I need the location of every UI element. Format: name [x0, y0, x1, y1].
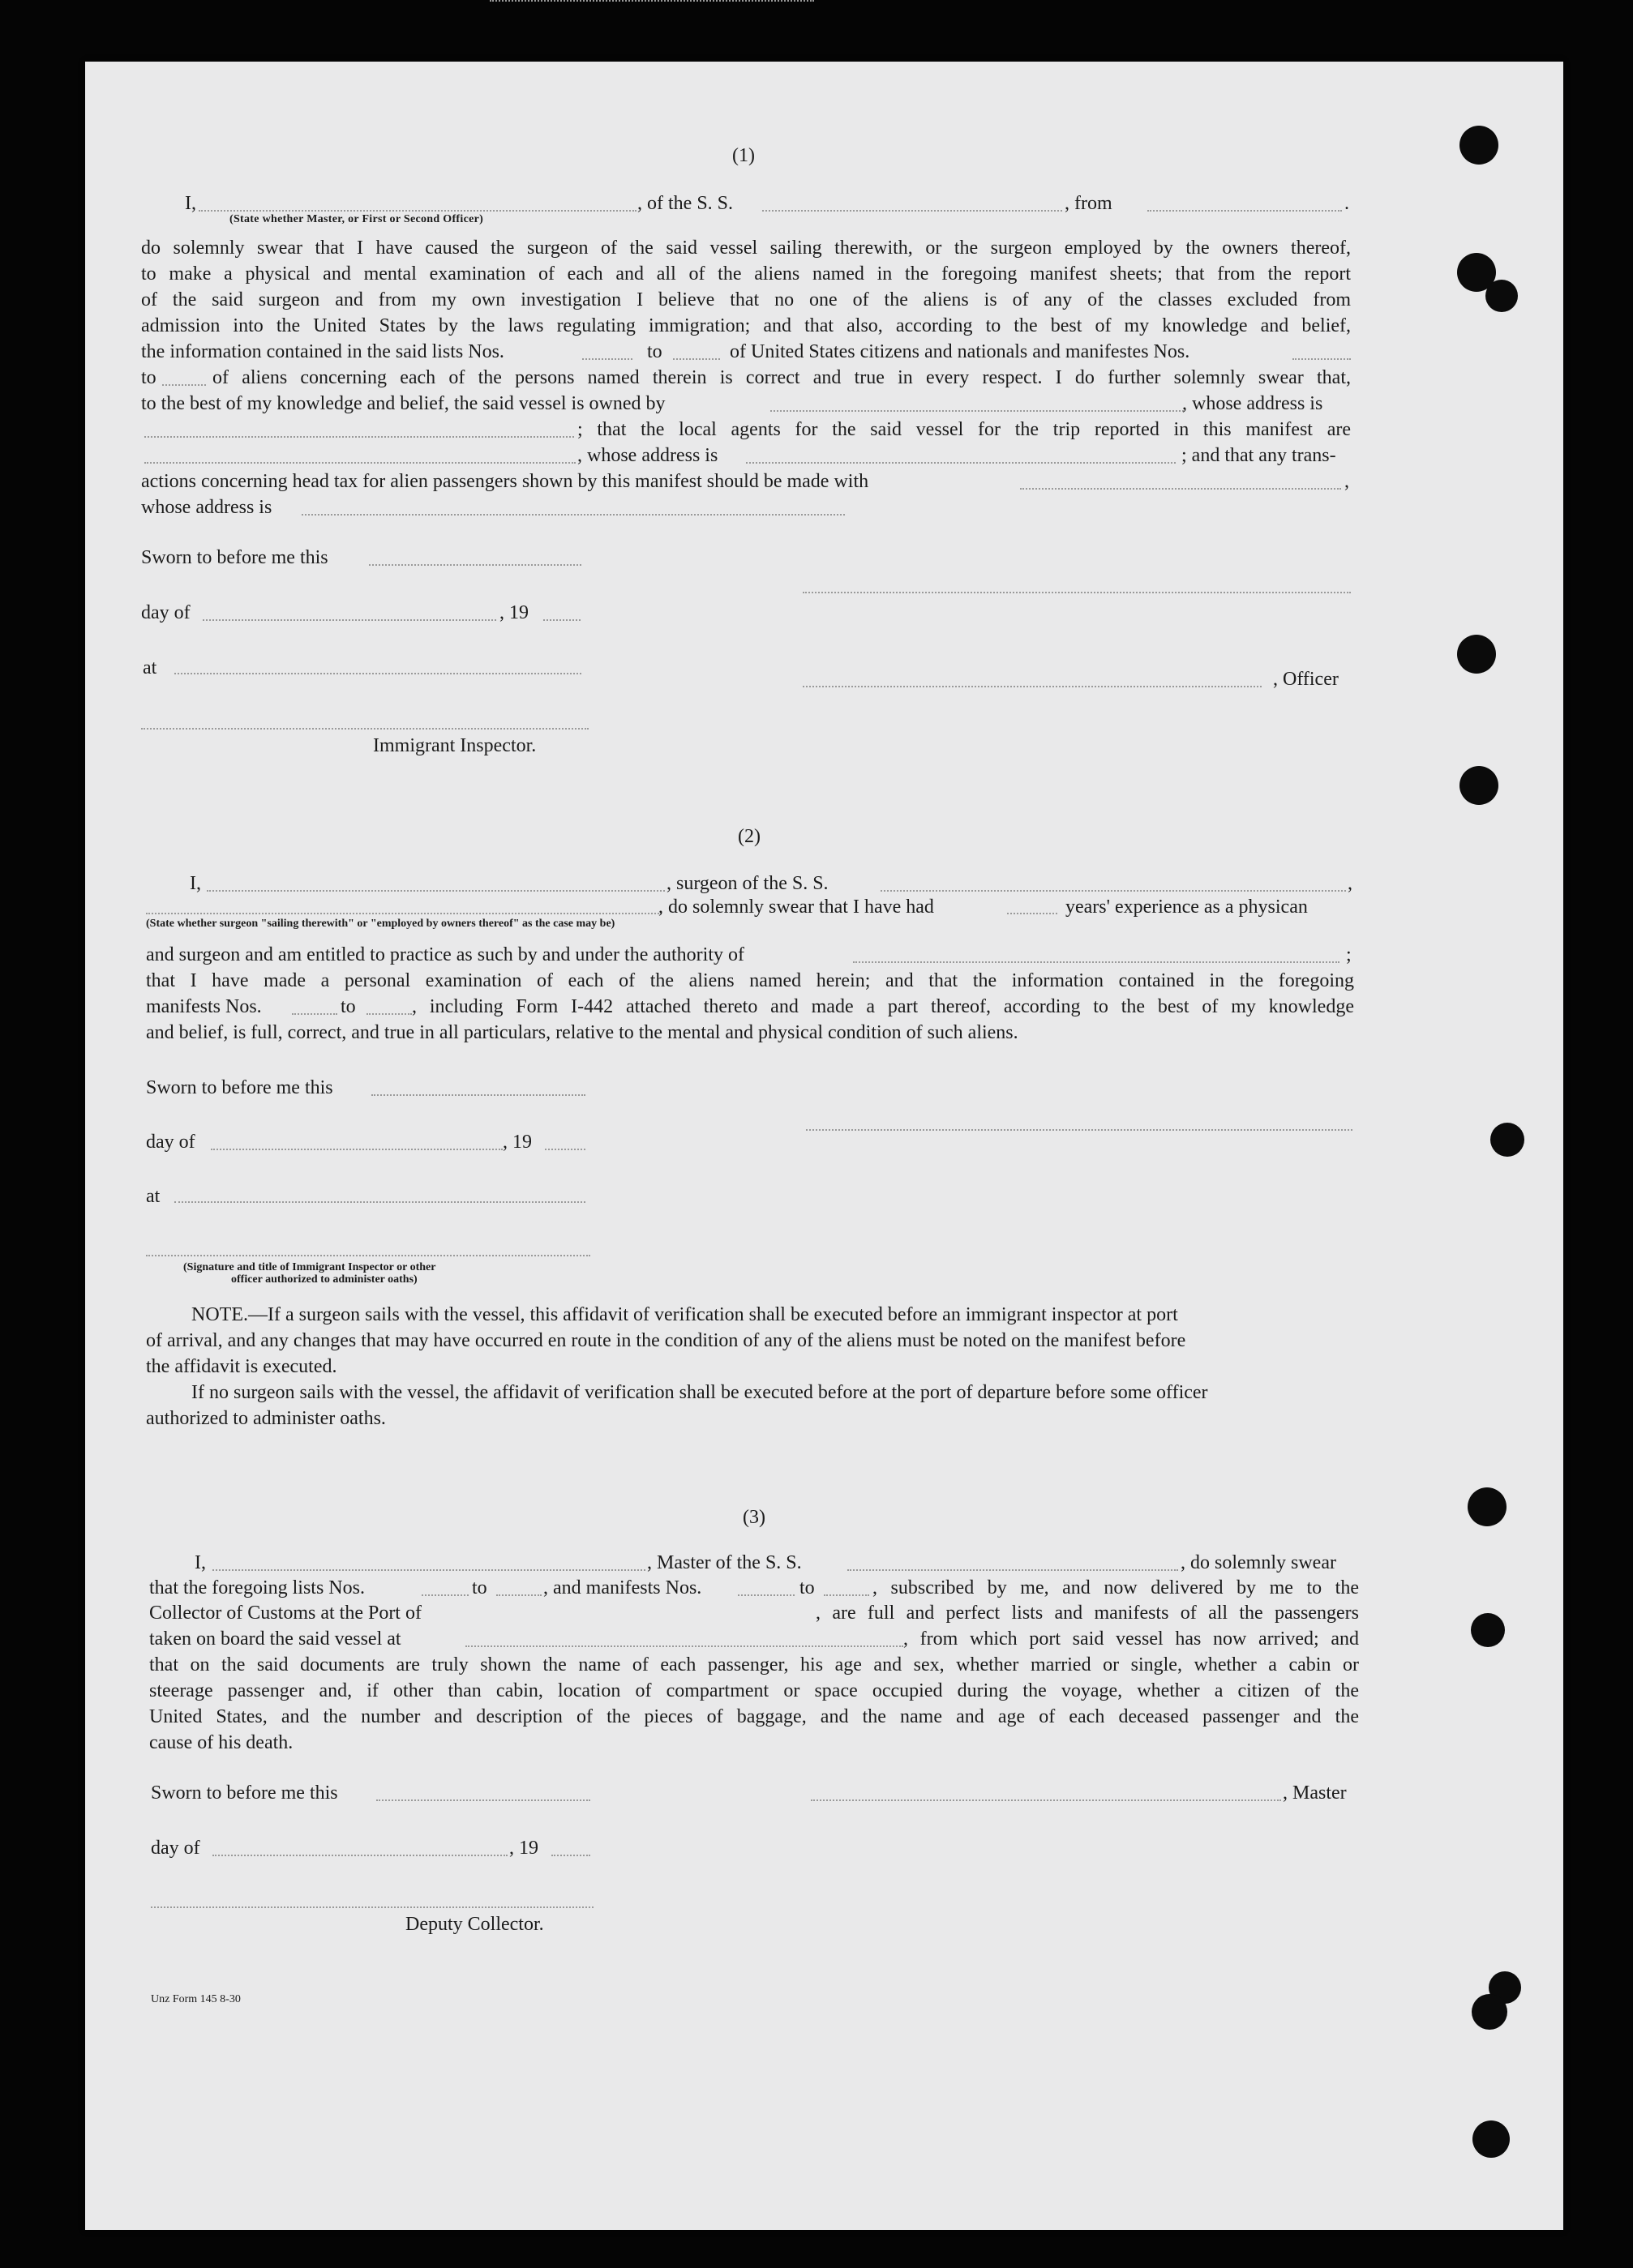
text: , whose address is — [1182, 393, 1323, 414]
blank-line — [292, 1013, 337, 1015]
blank-line — [144, 436, 574, 438]
text: to make a physical and mental examination of each and all of the aliens named in the foregoing manifest sheets; that from the report — [141, 263, 1351, 285]
text: ; that the local agents for the said vessel for the trip reported in this manifest are — [577, 419, 1351, 440]
text: to — [647, 341, 662, 362]
punch-hole — [1472, 2120, 1510, 2158]
text: ; and that any trans- — [1181, 445, 1336, 466]
text: cause of his death. — [149, 1732, 294, 1753]
blank-line — [376, 1799, 590, 1801]
text: at — [146, 1186, 161, 1207]
blank-line — [490, 0, 814, 2]
text: that the foregoing lists Nos. — [149, 1577, 365, 1598]
text: and belief, is full, correct, and true in all particulars, relative to the mental and physical condition of such aliens. — [146, 1022, 1018, 1043]
note-text: authorized to administer oaths. — [146, 1408, 386, 1429]
text: Immigrant Inspector. — [373, 735, 537, 756]
text: of United States citizens and nationals and manifestes Nos. — [730, 341, 1190, 362]
text: that on the said documents are truly shown the name of each passenger, his age and sex, whether married or single, whether a cabin or — [149, 1654, 1359, 1675]
punch-hole — [1468, 1487, 1507, 1526]
blank-line — [673, 358, 720, 360]
text: day of — [141, 602, 191, 623]
signature-line — [811, 1799, 1281, 1801]
text: Deputy Collector. — [405, 1914, 544, 1935]
text: , 19 — [509, 1838, 538, 1859]
blank-line — [465, 1645, 903, 1647]
text: I, — [195, 1552, 206, 1573]
punch-hole — [1459, 766, 1498, 805]
blank-line — [551, 1855, 590, 1856]
text: ; — [1346, 944, 1352, 965]
text: of the said surgeon and from my own investigation I believe that no one of the aliens is of any of the classes excluded from — [141, 289, 1351, 310]
blank-line — [738, 1594, 795, 1596]
blank-line — [1147, 210, 1342, 212]
text: , 19 — [503, 1132, 532, 1153]
blank-line — [203, 619, 496, 621]
text: years' experience as a physican — [1065, 897, 1308, 918]
text: , and manifests Nos. — [543, 1577, 702, 1598]
text: manifests Nos. — [146, 996, 262, 1017]
text: admission into the United States by the laws regulating immigration; and that also, according to the best of my knowledge and belief, — [141, 315, 1351, 336]
punch-hole — [1471, 1613, 1505, 1647]
text: day of — [151, 1838, 200, 1859]
signature-line — [803, 686, 1262, 687]
punch-hole — [1490, 1123, 1524, 1157]
text: to — [141, 367, 156, 388]
text: , Master of the S. S. — [647, 1552, 802, 1573]
text: Sworn to before me this — [151, 1782, 338, 1804]
text: , including Form I-442 attached thereto and made a part thereof, according to the best of my knowledge — [412, 996, 1354, 1017]
blank-line — [746, 462, 1176, 464]
form-number: Unz Form 145 8-30 — [151, 1993, 241, 2005]
text: , of the S. S. — [637, 193, 734, 214]
text: , 19 — [499, 602, 529, 623]
signature-line — [803, 592, 1351, 593]
text: I, — [190, 873, 201, 894]
blank-line — [199, 210, 636, 212]
blank-line — [1292, 358, 1351, 360]
signature-caption: (Signature and title of Immigrant Inspector or other — [183, 1261, 436, 1273]
note-text: of arrival, and any changes that may have occurred en route in the condition of any of the aliens must be noted on the manifest before — [146, 1330, 1186, 1351]
blank-line — [881, 890, 1346, 892]
section-3-number: (3) — [743, 1507, 765, 1528]
text: , whose address is — [577, 445, 718, 466]
text: at — [143, 657, 157, 678]
text: I, — [185, 193, 196, 214]
punch-hole — [1485, 280, 1518, 312]
blank-line — [174, 1201, 585, 1203]
punch-hole — [1472, 1994, 1507, 2030]
text: day of — [146, 1132, 195, 1153]
text: that I have made a personal examination of each of the aliens named herein; and that the information contained in the foregoing — [146, 970, 1354, 991]
text: , Officer — [1273, 669, 1339, 690]
text: taken on board the said vessel at — [149, 1628, 401, 1650]
text: , are full and perfect lists and manifests of all the passengers — [816, 1603, 1359, 1624]
blank-line — [824, 1594, 869, 1596]
punch-hole — [1459, 126, 1498, 165]
text: to — [799, 1577, 815, 1598]
blank-line — [847, 1569, 1178, 1571]
blank-line — [422, 1594, 469, 1596]
blank-line — [496, 1594, 542, 1596]
hint-caption: (State whether surgeon "sailing therewith" or "employed by owners thereof" as the case may be) — [146, 918, 615, 930]
text: , surgeon of the S. S. — [666, 873, 829, 894]
text: to — [472, 1577, 487, 1598]
note-text: If no surgeon sails with the vessel, the affidavit of verification shall be executed before at the port of departure before some officer — [191, 1382, 1208, 1403]
signature-line — [151, 1906, 594, 1908]
blank-line — [369, 564, 581, 566]
text: . — [1344, 193, 1349, 214]
signature-line — [146, 1255, 590, 1256]
blank-line — [762, 210, 1062, 212]
signature-line — [141, 728, 589, 730]
text: , from — [1065, 193, 1112, 214]
blank-line — [211, 1149, 503, 1150]
text: of aliens concerning each of the persons named therein is correct and true in every respect. I do further solemnly swear that, — [212, 367, 1351, 388]
text: , from which port said vessel has now arrived; and — [903, 1628, 1359, 1650]
note-text: NOTE.—If a surgeon sails with the vessel, this affidavit of verification shall be executed before an immigrant inspector at port — [191, 1304, 1178, 1325]
blank-line — [366, 1013, 412, 1015]
blank-line — [853, 961, 1339, 963]
section-1-number: (1) — [732, 145, 755, 166]
blank-line — [582, 358, 632, 360]
text: , — [1348, 873, 1352, 894]
text: to — [341, 996, 356, 1017]
text: , — [1344, 471, 1349, 492]
blank-line — [212, 1569, 645, 1571]
signature-caption: officer authorized to administer oaths) — [231, 1273, 418, 1286]
text: , do solemnly swear — [1181, 1552, 1336, 1573]
note-text: the affidavit is executed. — [146, 1356, 337, 1377]
text: the information contained in the said lists Nos. — [141, 341, 504, 362]
blank-line — [770, 410, 1184, 412]
blank-line — [1007, 913, 1057, 914]
blank-line — [174, 673, 581, 674]
text: Sworn to before me this — [146, 1077, 333, 1098]
blank-line — [302, 514, 845, 516]
text: , Master — [1283, 1782, 1347, 1804]
text: to the best of my knowledge and belief, the said vessel is owned by — [141, 393, 666, 414]
punch-hole — [1457, 635, 1496, 674]
text: do solemnly swear that I have caused the surgeon of the said vessel sailing therewith, or the surgeon employed by the owners thereof, — [141, 237, 1351, 259]
text: Sworn to before me this — [141, 547, 328, 568]
text: , subscribed by me, and now delivered by me to the — [872, 1577, 1359, 1598]
text: Collector of Customs at the Port of — [149, 1603, 422, 1624]
blank-line — [207, 890, 665, 892]
text: actions concerning head tax for alien passengers shown by this manifest should be made with — [141, 471, 869, 492]
text: , do solemnly swear that I have had — [658, 897, 934, 918]
blank-line — [212, 1855, 508, 1856]
text: United States, and the number and description of the pieces of baggage, and the name and age of each deceased passenger and the — [149, 1706, 1359, 1727]
blank-line — [371, 1094, 585, 1096]
section-2-number: (2) — [738, 826, 761, 847]
blank-line — [146, 913, 662, 914]
text: and surgeon and am entitled to practice as such by and under the authority of — [146, 944, 744, 965]
text: steerage passenger and, if other than cabin, location of compartment or space occupied during the voyage, whether a citizen of the — [149, 1680, 1359, 1701]
blank-line — [545, 1149, 585, 1150]
text: whose address is — [141, 497, 272, 518]
signature-line — [806, 1129, 1352, 1131]
blank-line — [162, 384, 206, 386]
blank-line — [1020, 488, 1341, 490]
blank-line — [144, 462, 576, 464]
blank-line — [543, 619, 581, 621]
hint-caption: (State whether Master, or First or Second Officer) — [229, 213, 484, 225]
